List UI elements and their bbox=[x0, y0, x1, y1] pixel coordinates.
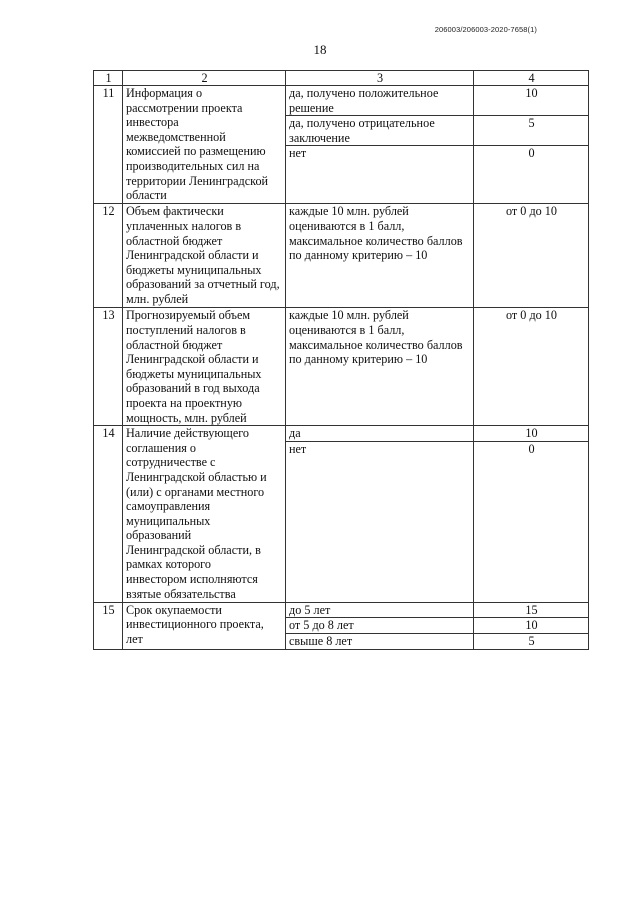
page-number: 18 bbox=[313, 42, 327, 57]
condition-cell: да, получено отрицательное заключение bbox=[286, 116, 474, 146]
criteria-table bbox=[93, 70, 589, 650]
table-row bbox=[94, 602, 589, 618]
score-cell: 10 bbox=[474, 426, 589, 442]
row-number: 15 bbox=[94, 602, 123, 649]
score-cell: 15 bbox=[474, 602, 589, 618]
document-id: 206003/206003-2020-7658(1) bbox=[434, 25, 537, 34]
condition-cell: свыше 8 лет bbox=[286, 633, 474, 649]
table-row bbox=[94, 86, 589, 116]
criterion-cell: Объем фактически уплаченных налогов в областной бюджет Ленинградской области и бюджеты муниципальных образований за отчетный год, млн. рублей bbox=[123, 204, 286, 308]
condition-cell: да, получено положительное решение bbox=[286, 86, 474, 116]
criterion-cell: Наличие действующего соглашения о сотрудничестве с Ленинградской областью и (или) с органами местного самоуправления муниципальных образований Ленинградской области, в рамках которого инвестором исполняются взятые обязательства bbox=[123, 426, 286, 603]
condition-cell: нет bbox=[286, 441, 474, 602]
column-header: 3 bbox=[286, 71, 474, 86]
condition-cell: да bbox=[286, 426, 474, 442]
row-number: 12 bbox=[94, 204, 123, 308]
table-row bbox=[94, 308, 589, 426]
score-cell: 5 bbox=[474, 633, 589, 649]
score-cell: 10 bbox=[474, 618, 589, 634]
score-cell: 5 bbox=[474, 116, 589, 146]
row-number: 14 bbox=[94, 426, 123, 603]
criterion-cell: Информация о рассмотрении проекта инвестора межведомственной комиссией по размещению производительных сил на территории Ленинградской области bbox=[123, 86, 286, 204]
header-row bbox=[94, 71, 589, 86]
table-row bbox=[94, 426, 589, 442]
score-cell: от 0 до 10 bbox=[474, 204, 589, 308]
score-cell: 0 bbox=[474, 146, 589, 204]
column-header: 1 bbox=[94, 71, 123, 86]
score-cell: 10 bbox=[474, 86, 589, 116]
condition-cell: каждые 10 млн. рублей оцениваются в 1 балл, максимальное количество баллов по данному критерию – 10 bbox=[286, 204, 474, 308]
criterion-cell: Прогнозируемый объем поступлений налогов в областной бюджет Ленинградской области и бюджеты муниципальных образований в год выхода проекта на проектную мощность, млн. рублей bbox=[123, 308, 286, 426]
column-header: 2 bbox=[123, 71, 286, 86]
condition-cell: от 5 до 8 лет bbox=[286, 618, 474, 634]
condition-cell: нет bbox=[286, 146, 474, 204]
score-cell: 0 bbox=[474, 441, 589, 602]
condition-cell: каждые 10 млн. рублей оцениваются в 1 балл, максимальное количество баллов по данному критерию – 10 bbox=[286, 308, 474, 426]
table-row bbox=[94, 204, 589, 308]
row-number: 11 bbox=[94, 86, 123, 204]
score-cell: от 0 до 10 bbox=[474, 308, 589, 426]
criterion-cell: Срок окупаемости инвестиционного проекта, лет bbox=[123, 602, 286, 649]
condition-cell: до 5 лет bbox=[286, 602, 474, 618]
column-header: 4 bbox=[474, 71, 589, 86]
row-number: 13 bbox=[94, 308, 123, 426]
